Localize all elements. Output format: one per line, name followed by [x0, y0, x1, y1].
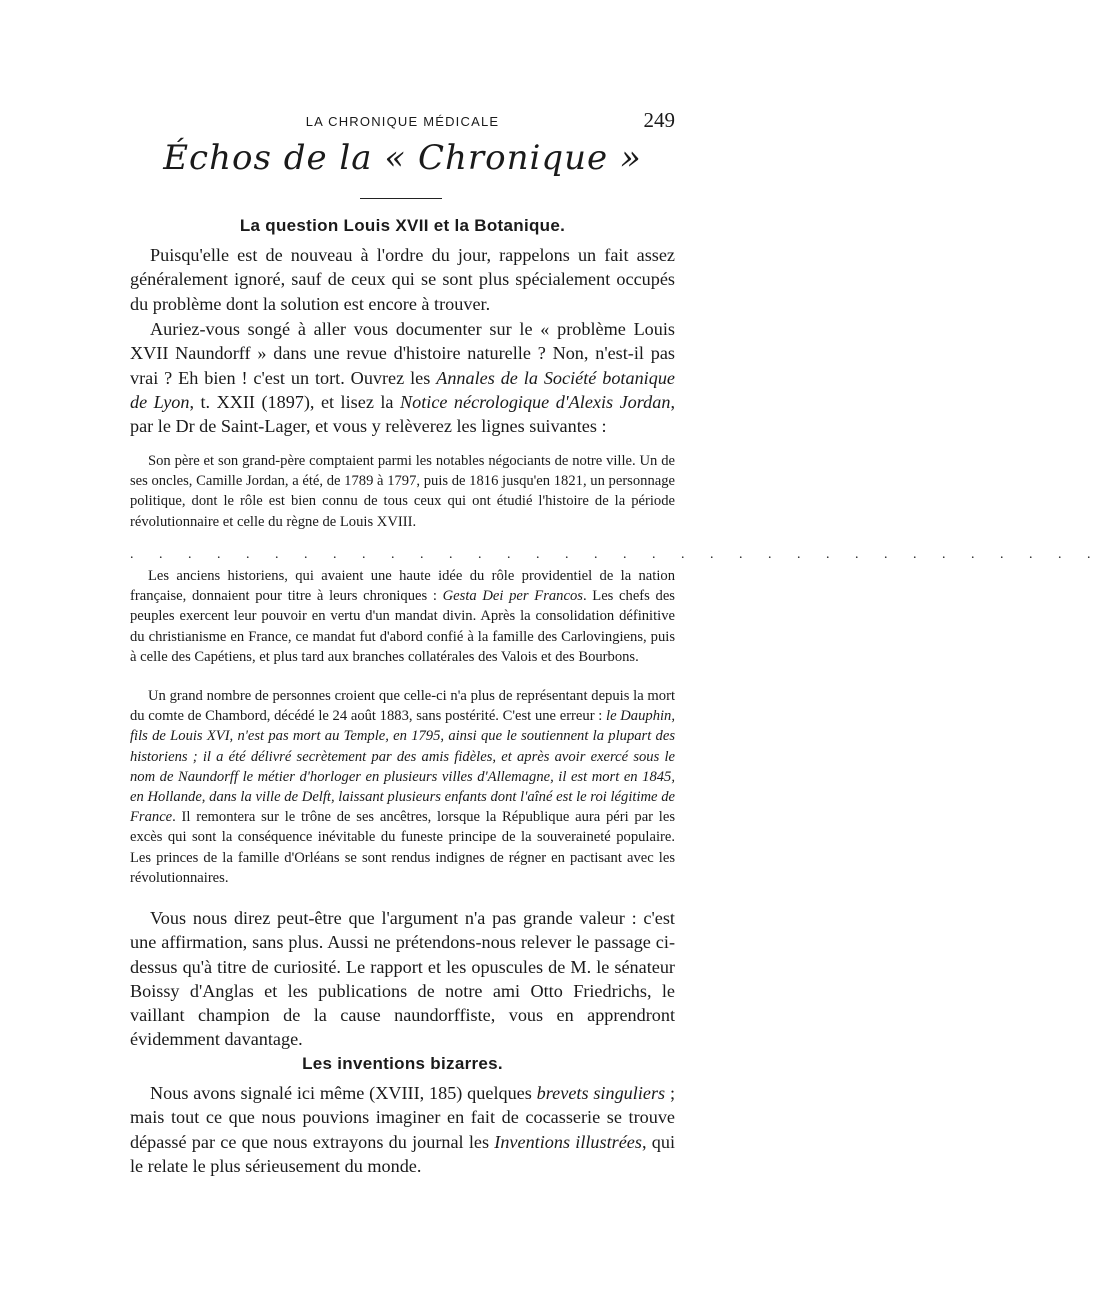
article-1-intro — [130, 243, 675, 316]
a2-text-c: , qui le relate le plus sérieusement du monde. — [130, 1131, 675, 1176]
article-2-title-wrap — [130, 1054, 675, 1074]
article-2-paragraph-1 — [130, 1081, 675, 1178]
article-1-paragraph-3-text: Vous nous direz peut-être que l'argument n'a pas grande valeur : c'est une affirmation, sans plus. Aussi ne prétendons-nous relever le passage ci-dessus qu'à titre de curiosité. Le rapport et les opuscules de M. le sénateur Boissy d'Anglas et les publications de notre ami Otto Friedrichs, le vaillant champion de la cause naundorffiste, vous en apprendront évidemment davantage. — [130, 908, 675, 1050]
p2-text-c: , par le Dr de Saint-Lager, et vous y relèverez les lignes suivantes : — [130, 391, 675, 437]
quote-3-text-b: . Il remontera sur le trône de ses ancêtres, lorsque la République aura péri par les excès qui sont la conséquence inévitable du funeste principe de la souveraineté populaire. Les princes de la famille d'Orléans se sont rendus indignes de régner en pactisant avec les révolutionnaires. — [130, 809, 675, 886]
quote-1 — [130, 451, 675, 532]
page-number: 249 — [643, 108, 675, 132]
p2-journal-title: Annales de la Société botanique de Lyon — [130, 367, 675, 412]
article-1-title-wrap — [130, 216, 675, 236]
article-1-title: La question Louis XVII et la Botanique. — [239, 216, 566, 235]
section-title: Échos de la « Chronique » — [163, 138, 642, 178]
quote-3 — [130, 686, 675, 888]
a2-italic-2: Inventions illustrées — [494, 1131, 642, 1152]
p2-text-b: , t. XXII (1897), et lisez la — [189, 391, 400, 412]
quote-2-text-b: . Les chefs des peuples exercent leur pouvoir en vertu d'un mandat divin. Après la consolidation définitive du christianisme en France, ce mandat fut d'abord confié à la famille des Carlovingiens, puis à celle des Capétiens, et plus tard aux branches collatérales des Valois et des Bourbons. — [130, 588, 675, 665]
running-title: LA CHRONIQUE MÉDICALE — [305, 114, 500, 129]
quote-2 — [130, 566, 675, 667]
p2-text-a: Auriez-vous songé à aller vous documenter sur le « problème Louis XVII Naundorff » dans une revue d'histoire naturelle ? Non, n'est-il pas vrai ? Eh bien ! c'est un tort. Ouvrez les — [130, 319, 675, 388]
ellipsis-row — [130, 546, 1102, 564]
quote-3-italic: le Dauphin, fils de Louis XVI, n'est pas mort au Temple, en 1795, ainsi que le soutiennent la plupart des historiens ; il a été délivré secrètement par des amis fidèles, et après avoir exercé sous le nom de Naundorff le métier d'horloger en plusieurs villes d'Allemagne, il est mort en 1845, en Hollande, dans la ville de Delft, laissant plusieurs enfants dont l'aîné est le roi légitime de France — [130, 708, 675, 826]
p2-notice-title: Notice nécrologique d'Alexis Jordan — [399, 391, 671, 412]
quote-2-text-a: Les anciens historiens, qui avaient une haute idée du rôle providentiel de la nation française, donnaient pour titre à leurs chroniques : — [130, 568, 675, 605]
article-2-title: Les inventions bizarres. — [302, 1054, 503, 1073]
quote-1-text: Son père et son grand-père comptaient parmi les notables négociants de notre ville. Un de ses oncles, Camille Jordan, a été, de 1789 à 1797, puis de 1816 jusqu'en 1821, un personnage politique, dont le rôle est bien connu de tous ceux qui ont étudié l'histoire de la période révolutionnaire et celle du règne de Louis XVIII. — [130, 453, 675, 530]
article-1-paragraph-2 — [130, 317, 675, 438]
article-1-paragraph-1: Puisqu'elle est de nouveau à l'ordre du jour, rappelons un fait assez généralement ignoré, sauf de ceux qui se sont plus spécialement occupés du problème dont la solution est encore à trouver. — [130, 245, 675, 314]
title-rule — [360, 198, 442, 199]
quote-3-text-a: Un grand nombre de personnes croient que celle-ci n'a plus de représentant depuis la mort du comte de Chambord, décédé le 24 août 1883, sans postérité. C'est une erreur : — [130, 688, 675, 725]
quote-2-latin: Gesta Dei per Francos — [442, 588, 583, 605]
running-head — [130, 108, 675, 134]
ellipsis-dots: . . . . . . . . . . . . . . . . . . . . . . . . . . . . . . . . . . — [130, 547, 1102, 562]
a2-text-a: Nous avons signalé ici même (XVIII, 185) quelques — [150, 1083, 537, 1103]
article-1-paragraph-3 — [130, 906, 675, 1052]
a2-italic-1: brevets singuliers — [536, 1083, 666, 1103]
a2-text-b: ; mais tout ce que nous pouvions imaginer en fait de cocasserie se trouve dépassé par ce que nous extrayons du journal les — [130, 1083, 675, 1152]
